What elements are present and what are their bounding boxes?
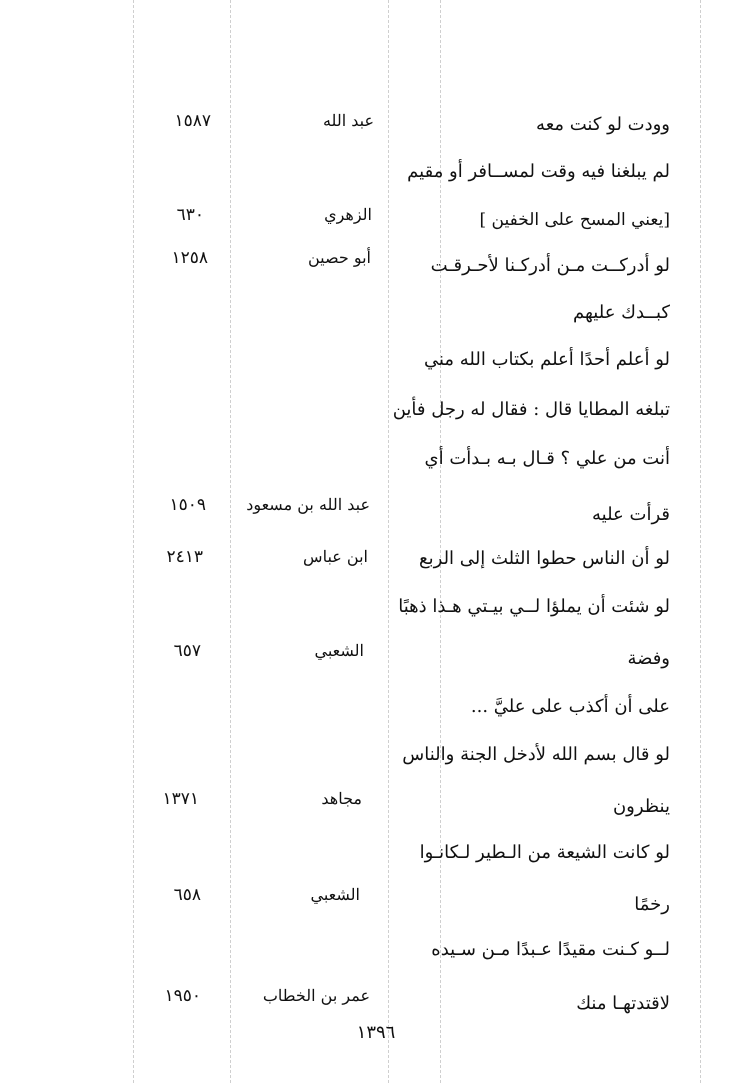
hadith-text: [يعني المسح على الخفين ]: [479, 210, 670, 230]
index-row: [0, 935, 756, 965]
index-row: [0, 243, 756, 276]
narrator-name: مجاهد: [321, 789, 362, 808]
index-row: [0, 345, 756, 375]
narrator-name: الشعبي: [310, 885, 360, 904]
index-row: [0, 784, 756, 817]
index-row: [0, 838, 756, 868]
index-row: [0, 298, 756, 328]
hadith-number: ٢٤١٣: [166, 547, 203, 567]
hadith-number: ٦٣٠: [176, 205, 204, 225]
hadith-number: ٦٥٨: [173, 885, 201, 905]
index-row: [0, 981, 756, 1014]
hadith-text: لاقتدتهـا منك: [576, 993, 670, 1014]
index-row: [0, 154, 756, 184]
hadith-text: لو قال بسم الله لأدخل الجنة والناس: [402, 744, 670, 765]
index-row: [0, 106, 756, 136]
index-row: [0, 200, 756, 230]
narrator-name: ابن عباس: [303, 547, 368, 566]
hadith-text: لو أدركــت مـن أدركـنا لأحـرقـت: [430, 255, 670, 276]
hadith-text: لــو كـنت مقيدًا عـبدًا مـن سـيده: [431, 939, 670, 960]
narrator-name: عبد الله: [322, 111, 374, 130]
index-row: [0, 395, 756, 425]
hadith-number: ٦٥٧: [173, 641, 201, 661]
narrator-name: الزهري: [324, 205, 372, 224]
index-row: [0, 740, 756, 770]
page-number: ١٣٩٦: [356, 1022, 396, 1043]
index-row: [0, 692, 756, 722]
hadith-text: لو شئت أن يملؤا لــي بيـتي هـذا ذهبًا: [398, 596, 670, 617]
hadith-number: ١٩٥٠: [164, 986, 201, 1006]
index-row: [0, 490, 756, 525]
narrator-name: الشعبي: [314, 641, 364, 660]
hadith-number: ١٢٥٨: [171, 248, 208, 268]
hadith-text: قرأت عليه: [592, 504, 670, 525]
hadith-text: على أن أكذب على عليَّ ...: [470, 696, 670, 717]
index-row: [0, 592, 756, 622]
hadith-text: لو كانت الشيعة من الـطير لـكانـوا: [419, 842, 670, 863]
hadith-text: لو أعلم أحدًا أعلم بكتاب الله مني: [423, 349, 670, 370]
hadith-number: ١٥٠٩: [169, 495, 206, 515]
hadith-text: ينظرون: [612, 796, 670, 817]
hadith-text: كبــدك عليهم: [573, 302, 670, 323]
hadith-text: أنت من علي ؟ قـال بـه بـدأت أي: [424, 448, 670, 469]
hadith-text: وودت لو كنت معه: [536, 114, 670, 135]
hadith-text: تبلغه المطايا قال : فقال له رجل فأين: [392, 399, 670, 420]
hadith-number: ١٥٨٧: [174, 111, 211, 131]
index-row: [0, 880, 756, 915]
hadith-text: لم يبلغنا فيه وقت لمســافر أو مقيم: [407, 161, 670, 182]
hadith-number: ١٣٧١: [162, 789, 199, 809]
narrator-name: أبو حصين: [307, 248, 371, 267]
index-row: [0, 542, 756, 572]
narrator-name: عبد الله بن مسعود: [246, 495, 370, 514]
hadith-text: لو أن الناس حطوا الثلث إلى الربع: [419, 548, 670, 569]
index-row: [0, 636, 756, 669]
narrator-name: عمر بن الخطاب: [262, 986, 370, 1005]
index-row: [0, 444, 756, 474]
hadith-text: رخمًا: [634, 894, 670, 915]
hadith-text: وفضة: [627, 648, 670, 669]
